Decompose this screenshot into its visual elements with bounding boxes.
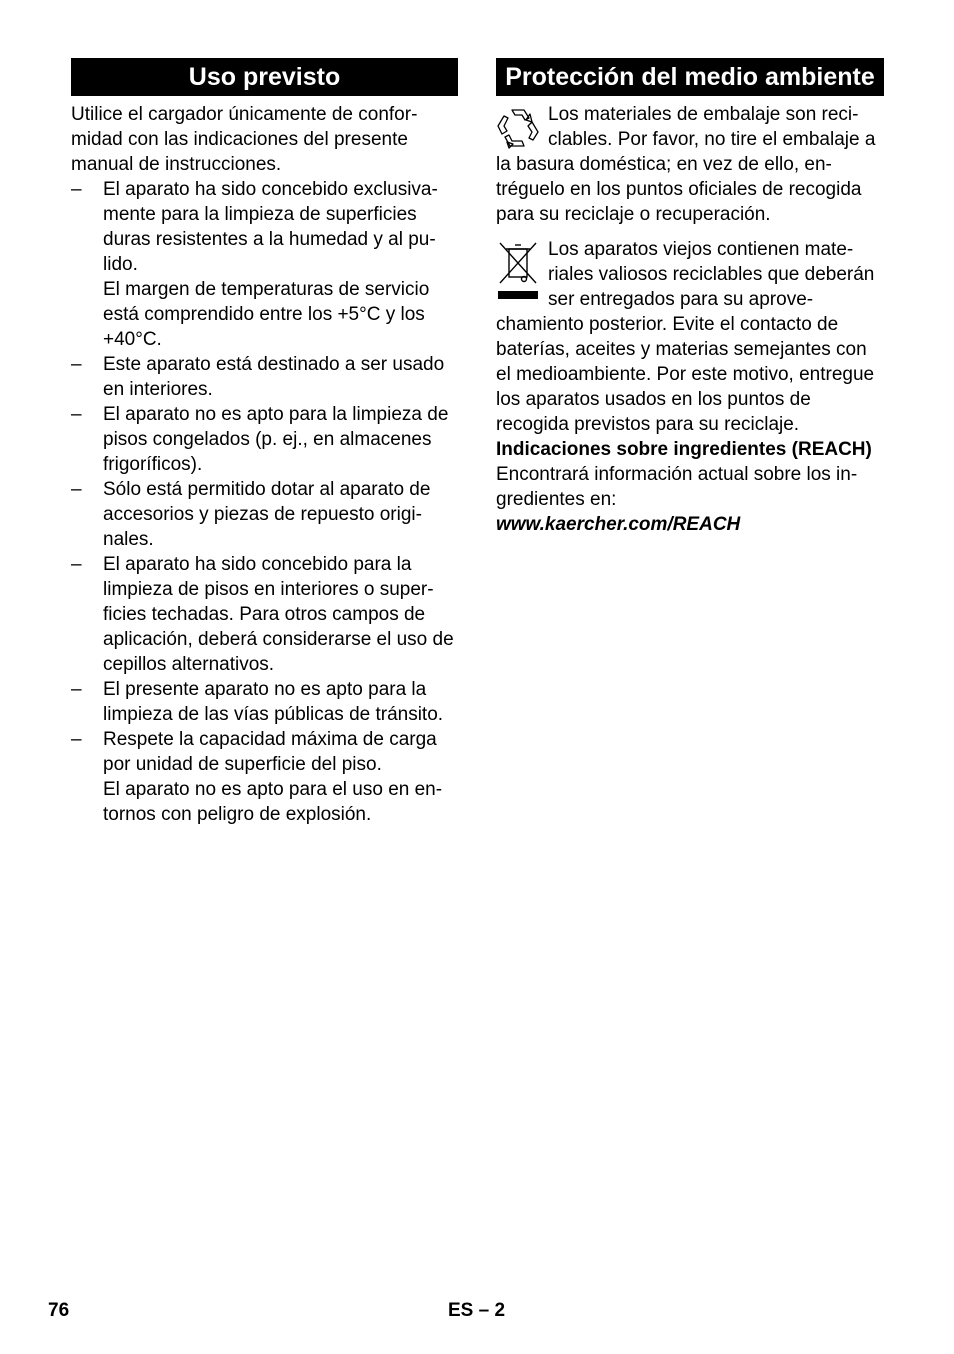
list-item [71,402,458,477]
dash-bullet: – [71,554,82,575]
reach-link[interactable]: www.kaercher.com/REACH [496,514,741,535]
packaging-block [496,102,884,227]
list-item [71,727,458,827]
list-item [71,477,458,552]
usage-list [71,177,458,827]
dash-bullet: – [71,354,82,375]
list-item-text: El aparato ha sido concebido para la limpieza de pisos en interiores o superficies techadas. Para otros campos de aplicación, deberá considerarse el uso de cepillos alternativos. [103,554,454,675]
section-title-environment: Protección del medio ambiente [496,58,884,96]
list-item-text: Este aparato está destinado a ser usado en interiores. [103,354,445,400]
left-column [71,58,458,827]
dash-bullet: – [71,404,82,425]
old-devices-block [496,237,884,537]
old-devices-text: Los aparatos viejos contienen materiales valiosos reciclables que deberán ser entregados para su aprovechamiento posterior. Evite el contacto de baterías, aceites y materias semejantes con el medioambiente. Por este motivo, entregue los aparatos usados en los puntos de recogida previstos para su reciclaje. [496,239,875,435]
reach-text: Encontrará información actual sobre los ingredientes en: [496,464,858,510]
list-item [71,552,458,677]
list-item-text: Respete la capacidad máxima de carga por unidad de superficie del piso. [103,729,437,775]
intended-use-body [71,102,458,827]
packaging-text: Los materiales de embalaje son reciclables. Por favor, no tire el embalaje a la basura doméstica; en vez de ello, entréguelo en los puntos oficiales de recogida para su reciclaje o recuperación. [496,104,876,225]
reach-heading: Indicaciones sobre ingredientes (REACH) [496,439,872,460]
list-item [71,352,458,402]
list-item-text: El presente aparato no es apto para la limpieza de las vías públicas de tránsito. [103,679,444,725]
list-item [71,677,458,727]
dash-bullet: – [71,179,82,200]
section-title-intended-use: Uso previsto [71,58,458,96]
list-item-text: El aparato no es apto para la limpieza de pisos congelados (p. ej., en almacenes frigoríficos). [103,404,449,475]
dash-bullet: – [71,679,82,700]
crossed-out-bin-icon [496,239,540,303]
language-page-code: ES – 2 [448,1300,506,1321]
dash-bullet: – [71,729,82,750]
list-item-text: Sólo está permitido dotar al aparato de accesorios y piezas de repuesto originales. [103,479,431,550]
dash-bullet: – [71,479,82,500]
list-item [71,177,458,352]
list-item-text: El aparato ha sido concebido exclusivamente para la limpieza de superficies duras resistentes a la humedad y al pulido. [103,179,438,275]
intro-paragraph: Utilice el cargador únicamente de conformidad con las indicaciones del presente manual de instrucciones. [71,104,418,175]
list-item-note: El aparato no es apto para el uso en entornos con peligro de explosión. [103,779,443,825]
right-column [496,58,884,537]
list-item-note: El margen de temperaturas de servicio está comprendido entre los +5°C y los +40°C. [103,279,430,350]
page-number: 76 [48,1300,70,1321]
recycle-icon [496,104,540,152]
